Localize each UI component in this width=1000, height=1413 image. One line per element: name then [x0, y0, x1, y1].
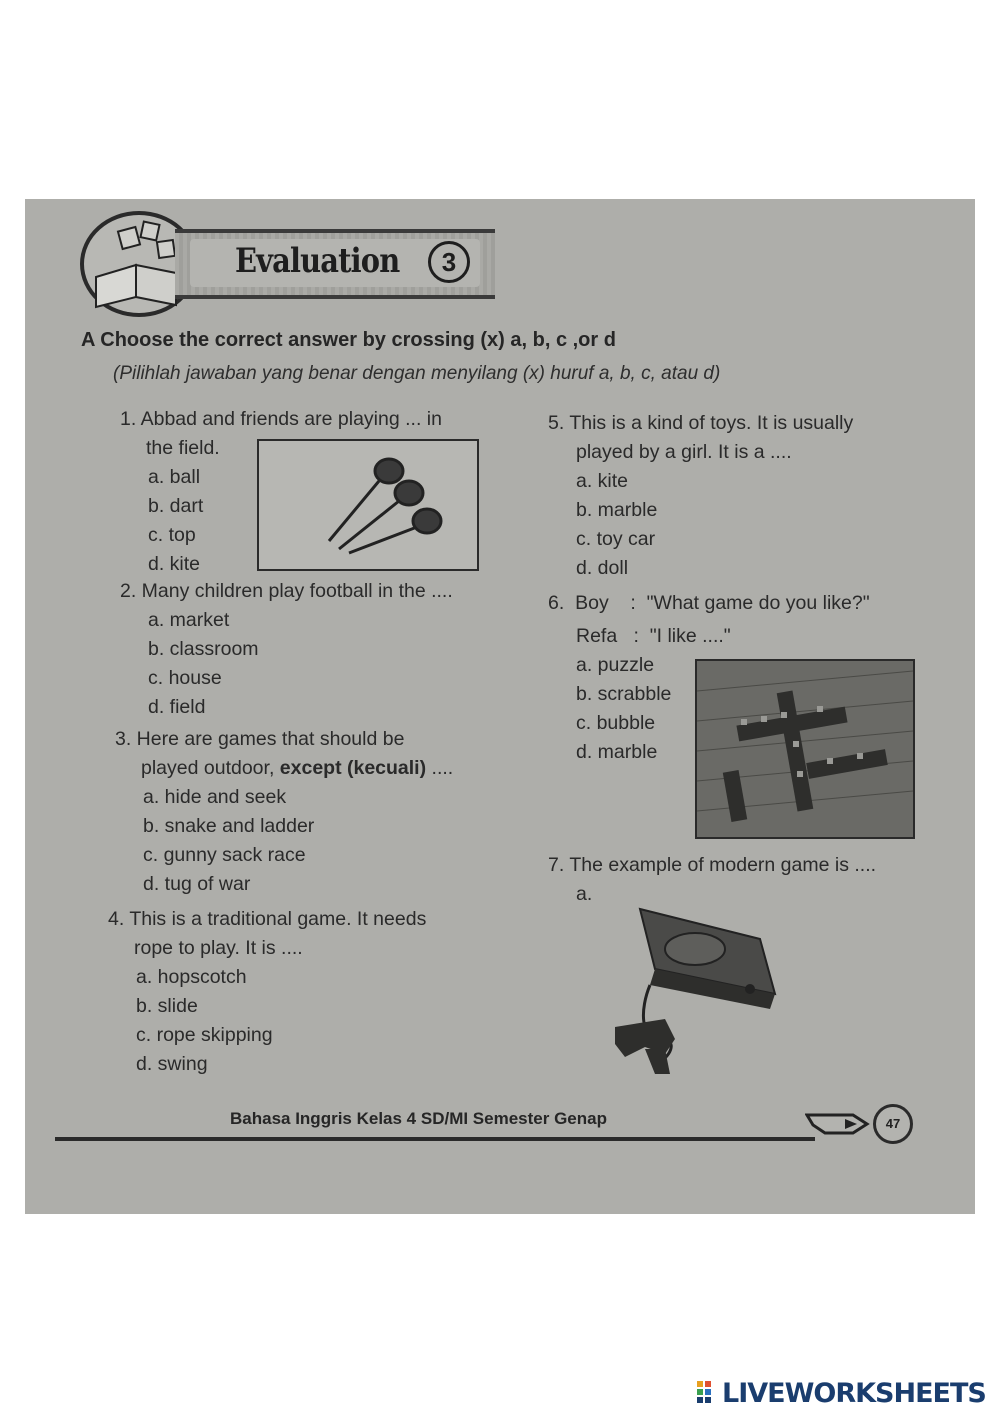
question-1-option-a[interactable]: a. ball: [148, 466, 201, 488]
question-5-stem: 5. This is a kind of toys. It is usually: [548, 412, 854, 434]
question-5-stem-line2: played by a girl. It is a ....: [576, 441, 792, 463]
question-5-option-a[interactable]: a. kite: [576, 470, 629, 492]
question-5-option-b[interactable]: b. marble: [576, 499, 658, 521]
question-5-option-d[interactable]: d. doll: [576, 557, 629, 579]
question-3-option-c[interactable]: c. gunny sack race: [143, 844, 306, 866]
footer-pencil-icon: [805, 1111, 875, 1137]
question-3-stem-bold: except (kecuali): [279, 757, 427, 779]
question-4-option-d[interactable]: d. swing: [136, 1053, 208, 1075]
footer-book-title: Bahasa Inggris Kelas 4 SD/MI Semester Genap: [230, 1109, 607, 1128]
question-2-option-a[interactable]: a. market: [148, 609, 230, 631]
section-instruction-translation: (Pilihlah jawaban yang benar dengan menyilang (x) huruf a, b, c, atau d): [113, 363, 721, 384]
question-2-option-d[interactable]: d. field: [148, 696, 206, 718]
question-3: [115, 725, 495, 899]
question-3-stem-line2: [115, 754, 495, 783]
question-3-option-b[interactable]: b. snake and ladder: [143, 815, 315, 837]
evaluation-number-badge: 3: [428, 241, 470, 283]
section-instruction: A Choose the correct answer by crossing (x) a, b, c ,or d: [81, 329, 616, 351]
liveworksheets-brand-text[interactable]: LIVEWORKSHEETS: [722, 1378, 986, 1409]
question-2-option-c[interactable]: c. house: [148, 667, 222, 689]
question-6-option-c[interactable]: c. bubble: [576, 712, 656, 734]
question-6-option-d[interactable]: d. marble: [576, 741, 658, 763]
scrabble-board-illustration: [695, 659, 915, 839]
worksheet-page: [25, 199, 975, 1214]
question-4-option-c[interactable]: c. rope skipping: [136, 1024, 273, 1046]
page-title: Evaluation: [235, 241, 400, 281]
game-console-illustration: [610, 889, 790, 1084]
question-3-stem: 3. Here are games that should be: [115, 728, 405, 750]
page-number: 47: [873, 1104, 913, 1144]
question-3-option-d[interactable]: d. tug of war: [143, 873, 251, 895]
question-6-option-a[interactable]: a. puzzle: [576, 654, 655, 676]
question-4-option-b[interactable]: b. slide: [136, 995, 198, 1017]
question-3-stem-tail: ....: [426, 757, 454, 779]
question-1-stem: 1. Abbad and friends are playing ... in: [120, 408, 442, 430]
question-1-option-b[interactable]: b. dart: [148, 495, 204, 517]
darts-illustration: [257, 439, 479, 571]
question-2: [120, 577, 500, 722]
question-7-stem: 7. The example of modern game is ....: [548, 854, 877, 876]
question-3-stem-plain: played outdoor,: [141, 757, 280, 779]
question-1-stem-line2: the field.: [146, 437, 220, 459]
question-2-option-b[interactable]: b. classroom: [148, 638, 259, 660]
question-6-option-b[interactable]: b. scrabble: [576, 683, 672, 705]
question-6-stem: 6. Boy : "What game do you like?": [548, 592, 870, 614]
question-6-stem-line2: Refa : "I like ....": [576, 625, 731, 647]
question-3-option-a[interactable]: a. hide and seek: [143, 786, 287, 808]
question-1-option-c[interactable]: c. top: [148, 524, 196, 546]
question-5: [548, 409, 948, 583]
question-5-option-c[interactable]: c. toy car: [576, 528, 656, 550]
question-1-option-d[interactable]: d. kite: [148, 553, 201, 575]
question-2-stem: 2. Many children play football in the ....: [120, 580, 453, 602]
question-7-option-a[interactable]: a.: [576, 883, 593, 905]
question-4-stem-line2: rope to play. It is ....: [134, 937, 303, 959]
question-4: [108, 905, 498, 1079]
liveworksheets-logo-icon: [697, 1381, 719, 1405]
question-4-stem: 4. This is a traditional game. It needs: [108, 908, 427, 930]
footer-divider: [55, 1137, 815, 1141]
question-4-option-a[interactable]: a. hopscotch: [136, 966, 247, 988]
